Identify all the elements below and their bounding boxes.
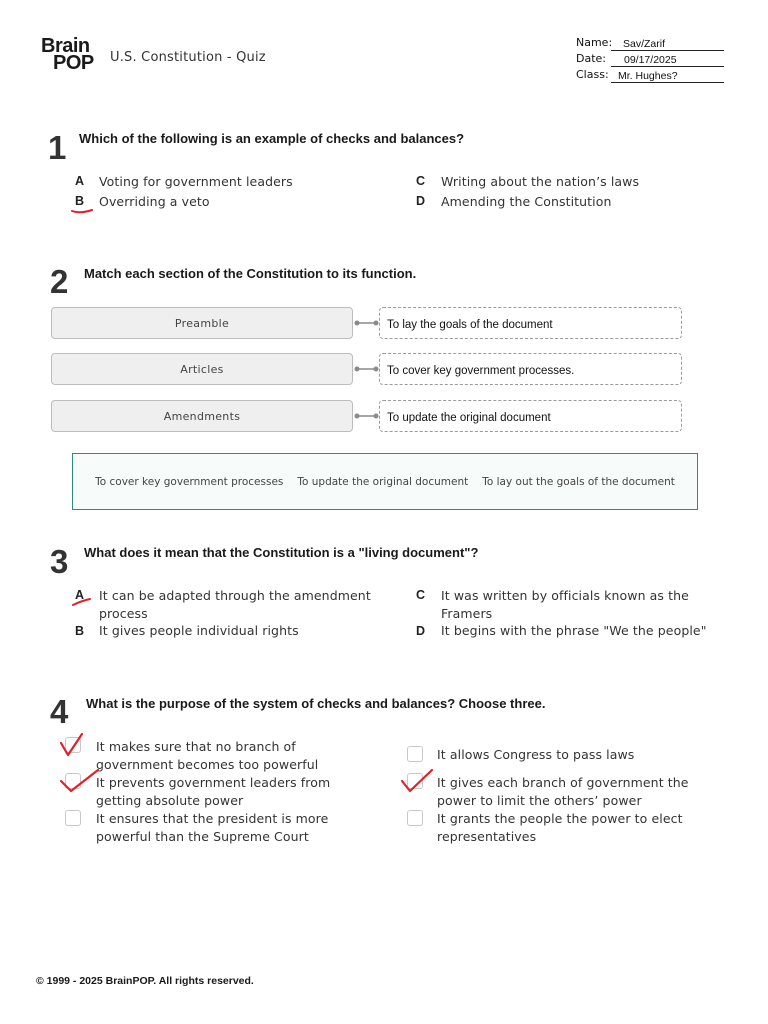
document-title: U.S. Constitution - Quiz (110, 50, 266, 65)
q4-option-3-line1: It ensures that the president is more (96, 811, 329, 826)
q3-option-c-letter: C (416, 588, 426, 602)
q3-option-a[interactable] (99, 587, 371, 623)
brainpop-logo (41, 35, 94, 74)
student-info (576, 35, 678, 83)
q4-checkbox-3[interactable] (65, 810, 81, 826)
q1-option-c-letter: C (416, 174, 426, 188)
class-label: Class: (576, 68, 609, 81)
q3-option-c-line2: Framers (441, 606, 493, 621)
question-1-text: Which of the following is an example of checks and balances? (79, 131, 465, 146)
q3-option-b-letter: B (75, 624, 85, 638)
name-label: Name: (576, 36, 613, 49)
q1-option-a-letter: A (75, 174, 85, 188)
q3-option-a-line2: process (99, 606, 148, 621)
q4-option-2-line1: It prevents government leaders from (96, 775, 331, 790)
q3-option-c-line1: It was written by officials known as the (441, 588, 689, 603)
q4-option-1-line2: government becomes too powerful (96, 757, 319, 772)
q1-option-c[interactable]: Writing about the nation’s laws (441, 174, 640, 189)
q4-option-6[interactable] (437, 810, 683, 846)
question-2-number: 2 (50, 263, 69, 300)
q3-option-a-line1: It can be adapted through the amendment (99, 588, 371, 603)
q4-checkbox-4[interactable] (407, 746, 423, 762)
q3-option-c[interactable] (441, 587, 689, 623)
q1-option-b[interactable]: Overriding a veto (99, 194, 210, 209)
name-row (576, 35, 666, 51)
match-answer-preamble[interactable]: To lay the goals of the document (379, 307, 682, 339)
q4-option-1-line1: It makes sure that no branch of (96, 739, 296, 754)
connector-icon (353, 319, 380, 327)
bank-item[interactable]: To cover key government processes (95, 475, 284, 488)
q3-option-d[interactable]: It begins with the phrase "We the people" (441, 623, 707, 638)
q4-option-6-line1: It grants the people the power to elect (437, 811, 683, 826)
question-4-text: What is the purpose of the system of checks and balances? Choose three. (86, 696, 546, 711)
checkmark-icon (58, 731, 86, 759)
class-value: Mr. Hughes? (611, 71, 724, 83)
match-section-preamble[interactable]: Preamble (51, 307, 353, 339)
connector-icon (353, 412, 380, 420)
logo-line2: POP (53, 52, 94, 74)
q4-option-1[interactable] (96, 738, 318, 774)
q4-option-4[interactable]: It allows Congress to pass laws (437, 747, 635, 762)
q1-option-d[interactable]: Amending the Constitution (441, 194, 612, 209)
q4-option-2[interactable] (96, 774, 330, 810)
q4-option-2-line2: getting absolute power (96, 793, 244, 808)
question-1-number: 1 (48, 129, 67, 166)
question-3-number: 3 (50, 543, 69, 580)
q4-option-6-line2: representatives (437, 829, 537, 844)
question-3-text: What does it mean that the Constitution is a "living document"? (84, 545, 479, 560)
match-section-amendments[interactable]: Amendments (51, 400, 353, 432)
match-answer-articles[interactable]: To cover key government processes. (379, 353, 682, 385)
question-4-number: 4 (50, 693, 69, 730)
checkmark-icon (58, 767, 100, 795)
answer-bank (72, 453, 698, 510)
q4-option-3[interactable] (96, 810, 328, 846)
q4-option-5[interactable] (437, 774, 689, 810)
match-answer-amendments[interactable]: To update the original document (379, 400, 682, 432)
bank-item[interactable]: To lay out the goals of the document (482, 475, 675, 488)
q4-option-5-line1: It gives each branch of government the (437, 775, 689, 790)
q1-option-d-letter: D (416, 194, 426, 208)
q3-selection-mark (70, 596, 92, 608)
copyright-footer: © 1999 - 2025 BrainPOP. All rights reserved. (36, 975, 254, 987)
q3-option-a-letter: A (75, 588, 85, 602)
name-value: Sav/Zarif (611, 39, 724, 51)
q3-option-b[interactable]: It gives people individual rights (99, 623, 299, 638)
q4-option-5-line2: power to limit the others’ power (437, 793, 642, 808)
bank-item[interactable]: To update the original document (297, 475, 469, 488)
match-section-articles[interactable]: Articles (51, 353, 353, 385)
q1-selection-mark (70, 205, 94, 215)
q1-option-a[interactable]: Voting for government leaders (99, 174, 293, 189)
q4-checkbox-6[interactable] (407, 810, 423, 826)
q1-option-b-letter: B (75, 194, 85, 208)
logo-line1: Brain (41, 35, 90, 57)
checkmark-icon (399, 767, 435, 795)
q4-option-3-line2: powerful than the Supreme Court (96, 829, 309, 844)
connector-icon (353, 365, 380, 373)
question-2-text: Match each section of the Constitution to its function. (84, 266, 417, 281)
class-row (576, 67, 678, 83)
date-value: 09/17/2025 (611, 55, 724, 67)
date-label: Date: (576, 52, 606, 65)
date-row (576, 51, 677, 67)
q3-option-d-letter: D (416, 624, 426, 638)
